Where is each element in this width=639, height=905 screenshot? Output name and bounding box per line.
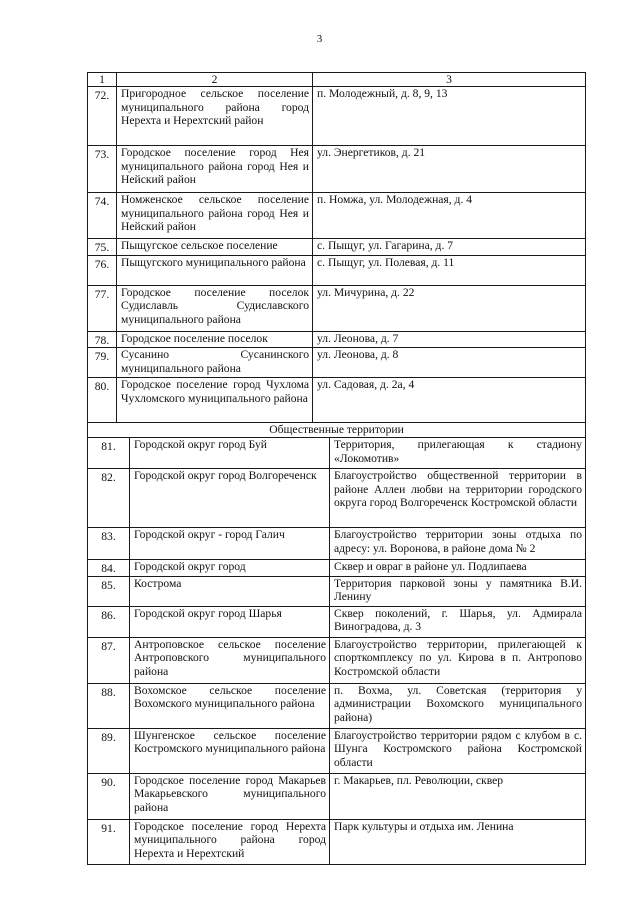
row-address: Благоустройство территории зоны отдыха по адресу: ул. Воронова, в районе дома № 2 bbox=[330, 528, 586, 560]
row-address: Благоустройство территории, прилегающей к спорткомплексу по ул. Кирова в п. Антропово Костромской области bbox=[330, 637, 586, 683]
row-municipality: Пыщугское сельское поселение bbox=[117, 239, 313, 256]
row-number: 86. bbox=[88, 606, 130, 637]
row-municipality: Городское поселение поселок bbox=[117, 331, 313, 348]
row-address: ул. Леонова, д. 7 bbox=[313, 331, 586, 348]
row-number: 72. bbox=[88, 87, 117, 146]
page-number: 3 bbox=[316, 33, 323, 45]
row-address: ул. Мичурина, д. 22 bbox=[313, 285, 586, 331]
row-address: ул. Садовая, д. 2а, 4 bbox=[313, 378, 586, 423]
document-table bbox=[87, 72, 585, 865]
table-row bbox=[88, 146, 586, 193]
row-number: 88. bbox=[88, 683, 130, 728]
table-row bbox=[88, 348, 586, 378]
row-municipality: Городское поселение поселок Судиславль Судиславского муниципального района bbox=[117, 285, 313, 331]
table-row bbox=[88, 819, 586, 864]
table-row bbox=[88, 255, 586, 285]
row-municipality: Пыщугского муниципального района bbox=[117, 255, 313, 285]
row-address: п. Молодежный, д. 8, 9, 13 bbox=[313, 87, 586, 146]
row-address: п. Номжа, ул. Молодежная, д. 4 bbox=[313, 193, 586, 239]
row-municipality: Номженское сельское поселение муниципального района город Нея и Нейский район bbox=[117, 193, 313, 239]
header-col-2: 2 bbox=[117, 73, 313, 87]
table-row bbox=[88, 576, 586, 606]
table-row bbox=[88, 560, 586, 577]
row-number: 75. bbox=[88, 239, 117, 256]
table-row bbox=[88, 528, 586, 560]
row-municipality: Антроповское сельское поселение Антроповского муниципального района bbox=[130, 637, 330, 683]
row-municipality: Городской округ - город Галич bbox=[130, 528, 330, 560]
row-municipality: Пригородное сельское поселение муниципального района город Нерехта и Нерехтский район bbox=[117, 87, 313, 146]
row-number: 73. bbox=[88, 146, 117, 193]
row-municipality: Городской округ город bbox=[130, 560, 330, 577]
row-address: Благоустройство территории рядом с клубом в с. Шунга Костромского района Костромской области bbox=[330, 728, 586, 773]
row-number: 84. bbox=[88, 560, 130, 577]
row-municipality: Городское поселение город Макарьев Макарьевского муниципального района bbox=[130, 773, 330, 819]
table-header-row bbox=[88, 73, 586, 87]
row-address: ул. Энергетиков, д. 21 bbox=[313, 146, 586, 193]
row-number: 79. bbox=[88, 348, 117, 378]
row-address: Сквер и овраг в районе ул. Подлипаева bbox=[330, 560, 586, 577]
row-number: 78. bbox=[88, 331, 117, 348]
row-address: с. Пыщуг, ул. Гагарина, д. 7 bbox=[313, 239, 586, 256]
row-number: 81. bbox=[88, 438, 130, 469]
table-row bbox=[88, 683, 586, 728]
row-municipality: Городское поселение город Нея муниципального района город Нея и Нейский район bbox=[117, 146, 313, 193]
row-number: 77. bbox=[88, 285, 117, 331]
table-row bbox=[88, 87, 586, 146]
row-number: 91. bbox=[88, 819, 130, 864]
table-row bbox=[88, 773, 586, 819]
table-row bbox=[88, 193, 586, 239]
row-number: 89. bbox=[88, 728, 130, 773]
table-row bbox=[88, 606, 586, 637]
row-municipality: Вохомское сельское поселение Вохомского муниципального района bbox=[130, 683, 330, 728]
table-settlements bbox=[87, 72, 586, 423]
row-number: 74. bbox=[88, 193, 117, 239]
row-address: Территория парковой зоны у памятника В.И. Ленину bbox=[330, 576, 586, 606]
row-address: с. Пыщуг, ул. Полевая, д. 11 bbox=[313, 255, 586, 285]
row-number: 83. bbox=[88, 528, 130, 560]
row-municipality: Шунгенское сельское поселение Костромского муниципального района bbox=[130, 728, 330, 773]
row-municipality: Сусанино Сусанинского муниципального района bbox=[117, 348, 313, 378]
row-address: Территория, прилегающая к стадиону «Локомотив» bbox=[330, 438, 586, 469]
table-row bbox=[88, 239, 586, 256]
row-address: г. Макарьев, пл. Революции, сквер bbox=[330, 773, 586, 819]
row-number: 76. bbox=[88, 255, 117, 285]
row-municipality: Городской округ город Шарья bbox=[130, 606, 330, 637]
row-municipality: Городское поселение город Нерехта муниципального района город Нерехта и Нерехтский bbox=[130, 819, 330, 864]
table-row bbox=[88, 637, 586, 683]
row-address: Сквер поколений, г. Шарья, ул. Адмирала Виноградова, д. 3 bbox=[330, 606, 586, 637]
table-row bbox=[88, 438, 586, 469]
row-number: 80. bbox=[88, 378, 117, 423]
row-address: ул. Леонова, д. 8 bbox=[313, 348, 586, 378]
table-row bbox=[88, 469, 586, 528]
table-public-territories bbox=[87, 422, 586, 865]
table-row bbox=[88, 728, 586, 773]
row-municipality: Кострома bbox=[130, 576, 330, 606]
row-municipality: Городское поселение город Чухлома Чухломского муниципального района bbox=[117, 378, 313, 423]
row-number: 82. bbox=[88, 469, 130, 528]
row-number: 85. bbox=[88, 576, 130, 606]
row-address: п. Вохма, ул. Советская (территория у администрации Вохомского муниципального района) bbox=[330, 683, 586, 728]
row-municipality: Городской округ город Буй bbox=[130, 438, 330, 469]
table-row bbox=[88, 285, 586, 331]
row-number: 90. bbox=[88, 773, 130, 819]
section-header-row bbox=[88, 423, 586, 438]
row-number: 87. bbox=[88, 637, 130, 683]
header-col-1: 1 bbox=[88, 73, 117, 87]
row-municipality: Городской округ город Волгореченск bbox=[130, 469, 330, 528]
row-address: Благоустройство общественной территории в районе Аллеи любви на территории городского округа город Волгореченск Костромской области bbox=[330, 469, 586, 528]
header-col-3: 3 bbox=[313, 73, 586, 87]
table-row bbox=[88, 378, 586, 423]
row-address: Парк культуры и отдыха им. Ленина bbox=[330, 819, 586, 864]
table-row bbox=[88, 331, 586, 348]
section-title: Общественные территории bbox=[88, 423, 586, 438]
